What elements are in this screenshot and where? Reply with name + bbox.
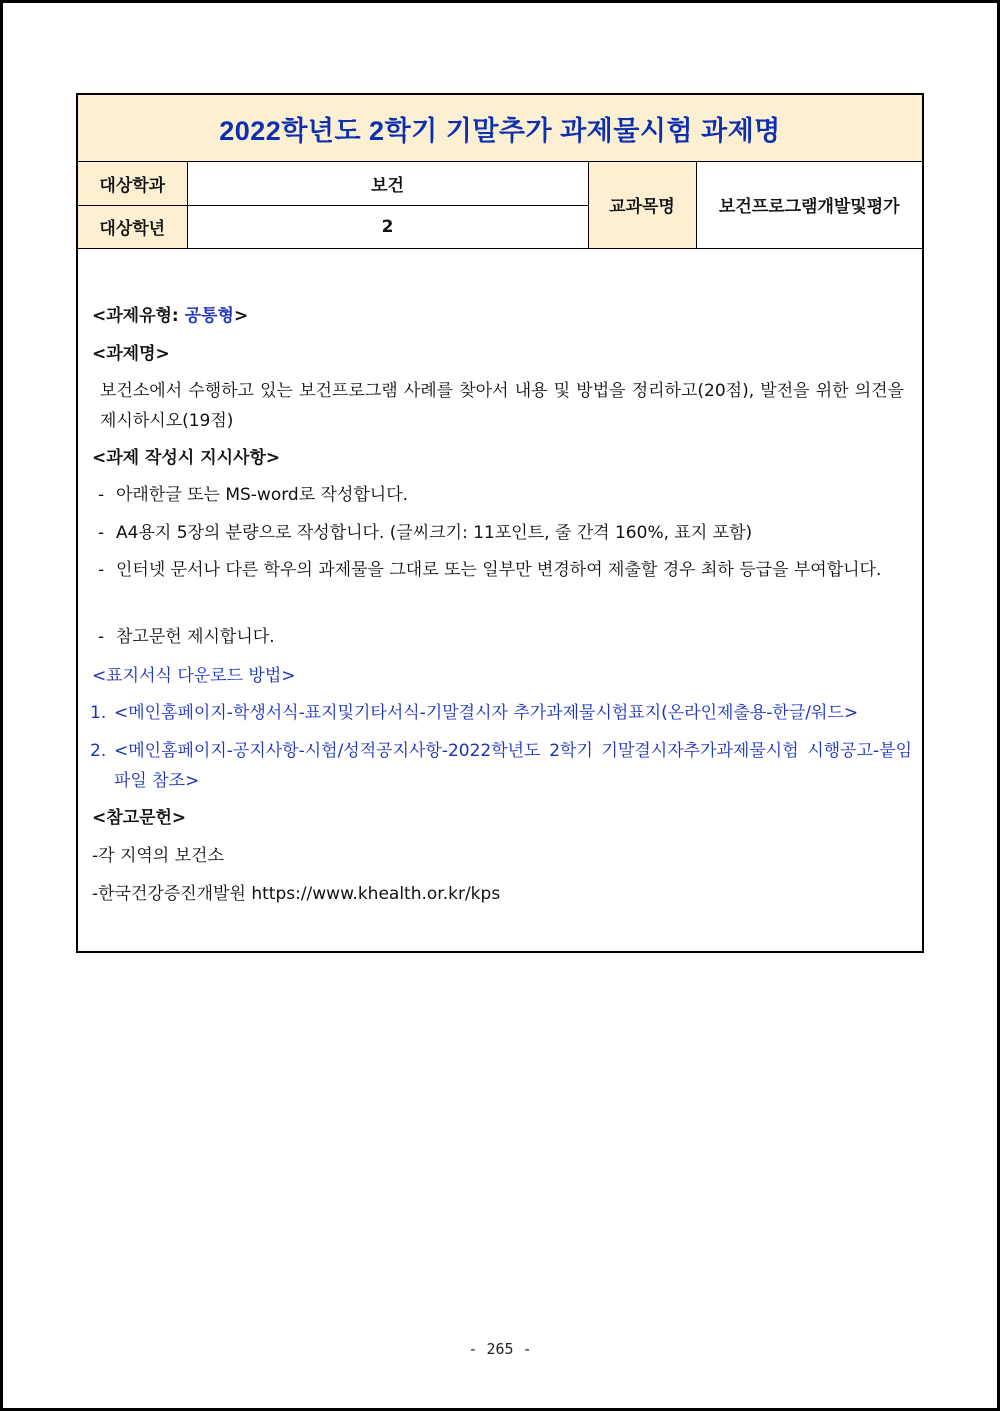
assignment-box [76,93,924,953]
dept-value: 보건 [187,162,588,205]
info-table [78,162,922,249]
year-value: 2 [187,205,588,248]
instruction-item [98,555,904,585]
download-step-text: <메인홈페이지-공지사항-시험/성적공지사항-2022학년도 2학기 기말결시자추가과제물시험 시행공고-붙임파일 참조> [114,741,912,791]
download-step [90,736,912,796]
instruction-text: 인터넷 문서나 다른 학우의 과제물을 그대로 또는 일부만 변경하여 제출할 경우 최하 등급을 부여합니다. [116,560,882,580]
instruction-item [98,518,904,548]
bullet-dash: - [98,627,105,647]
assignment-name-text: 보건소에서 수행하고 있는 보건프로그램 사례를 찾아서 내용 및 방법을 정리하고(20점), 발전을 위한 의견을 제시하시오(19점) [100,381,904,431]
download-step [90,698,912,728]
dept-label: 대상학과 [78,162,187,205]
reference-item: -한국건강증진개발원 https://www.khealth.or.kr/kps [92,884,501,904]
bullet-dash: - [98,523,105,543]
download-step-number: 1. [90,703,107,723]
assignment-type-label: <과제유형: [92,306,185,326]
references-heading: <참고문헌> [92,808,187,828]
course-label: 교과목명 [588,162,696,248]
instruction-text: 아래한글 또는 MS-word로 작성합니다. [116,485,409,505]
bullet-dash: - [98,560,105,580]
instruction-text: A4용지 5장의 분량으로 작성합니다. (글씨크기: 11포인트, 줄 간격 160%, 표지 포함) [116,523,753,543]
course-value: 보건프로그램개발및평가 [696,162,922,248]
page-number: - 265 - [468,1340,532,1358]
download-step-text: <메인홈페이지-학생서식-표지및기타서식-기말결시자 추가과제물시험표지(온라인제출용-한글/워드> [114,703,859,723]
assignment-type-close: > [233,306,249,326]
instructions-heading: <과제 작성시 지시사항> [92,448,281,468]
download-step-number: 2. [90,741,107,761]
assignment-name-heading: <과제명> [92,344,170,364]
bullet-dash: - [98,485,105,505]
instruction-item [98,622,904,652]
instruction-text: 참고문헌 제시합니다. [116,627,275,647]
download-heading: <표지서식 다운로드 방법> [92,666,296,686]
instruction-item [98,480,904,510]
year-label: 대상학년 [78,205,187,248]
assignment-type [92,304,248,328]
assignment-type-value: 공통형 [184,306,234,326]
document-title: 2022학년도 2학기 기말추가 과제물시험 과제명 [78,95,922,162]
reference-item: -각 지역의 보건소 [92,846,224,866]
